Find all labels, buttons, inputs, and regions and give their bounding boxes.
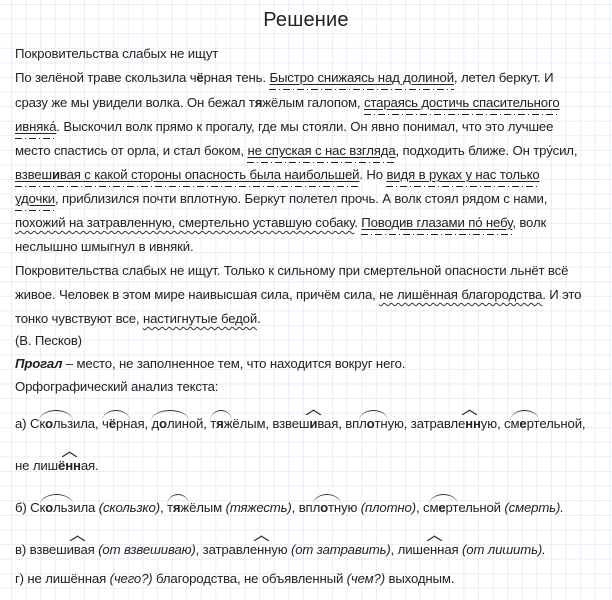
question-word: (чего?): [109, 571, 153, 586]
separator: ,: [159, 500, 167, 515]
word-part: льз: [53, 500, 74, 515]
word-part: вая: [317, 416, 339, 431]
word-part: рн: [115, 416, 131, 431]
word-part: ой: [188, 416, 204, 431]
word-part: ельной: [539, 416, 582, 431]
word-part: к: [39, 416, 45, 431]
word-part: С: [29, 416, 40, 431]
text-fragment: сразу же мы увидели волка. Он бежал т: [15, 95, 255, 110]
text-fragment: жёлым галопом,: [262, 95, 364, 110]
text-fragment: не лишённая: [27, 571, 110, 586]
text-fragment: рная тень.: [203, 70, 270, 85]
definition-phrase: не лишённая благородства: [379, 287, 543, 302]
word-part: ую: [341, 500, 358, 515]
text-line-7: [15, 215, 546, 231]
word-part: взвеш: [272, 416, 310, 431]
adverbial-phrase: не спуская с нас взгляда: [247, 143, 395, 163]
text-fragment: выходным.: [384, 571, 455, 586]
highlighted-letter: ё: [108, 416, 116, 431]
root-arc: [102, 416, 130, 432]
separator: ,: [403, 416, 411, 431]
check-word: (от лишить).: [462, 542, 546, 557]
root-arc: [313, 500, 341, 516]
separator: ,: [338, 416, 346, 431]
word-part: енн: [249, 542, 272, 557]
adverbial-phrase: Поводив глазами по́ небу: [361, 215, 512, 235]
text-line-11: [15, 311, 261, 327]
word-part: ую: [480, 416, 497, 431]
word-part: вп: [298, 500, 313, 515]
text-fragment: , летел беркут. И: [453, 70, 554, 85]
word-part: ёлым: [232, 416, 266, 431]
separator: ,: [265, 416, 273, 431]
text-fragment: , приблизился почти вплотную. Беркут полетел прочь. А волк стоял рядом с нами,: [55, 191, 548, 206]
highlighted-letter: ё: [196, 70, 204, 85]
word-part: ила: [73, 416, 95, 431]
check-word: (смерть).: [504, 500, 564, 515]
word-part: м: [429, 500, 439, 515]
adverbial-phrase: Быстро снижаясь над долиной: [269, 70, 453, 90]
word-part: ила: [73, 500, 96, 515]
separator: ,: [496, 416, 504, 431]
highlighted-letter: е: [519, 416, 527, 431]
text-heading: Покровительства слабых не ищут: [15, 46, 219, 61]
root-arc: [510, 416, 539, 432]
root-arc: [39, 416, 73, 432]
separator: ,: [203, 416, 211, 431]
definition-phrase: настигнутые бедой: [142, 311, 258, 326]
text-line-2: [15, 95, 560, 111]
text-fragment: взвеш: [15, 167, 52, 182]
word-part: м: [510, 416, 520, 431]
word-part: ж: [223, 416, 233, 431]
highlighted-letter: нн: [465, 416, 481, 431]
root-arc: [40, 500, 74, 516]
separator: ,: [390, 542, 398, 557]
text-line-8: неслышно шмыгнул в ивняки́.: [15, 239, 194, 254]
separator: ,: [581, 416, 586, 431]
word-part: ч: [102, 416, 109, 431]
suffix-caret: [67, 542, 88, 558]
term: Прогал: [15, 356, 63, 371]
text-fragment: .: [257, 311, 261, 326]
text-fragment: . Выскочил волк прямо к прогалу, где мы стояли. Он явно понимал, что это лучшее: [56, 119, 554, 134]
word-part: ую: [387, 416, 404, 431]
word-part: рт: [526, 416, 540, 431]
text-line-1: [15, 70, 553, 86]
adverbial-phrase: видя в руках у нас только: [386, 167, 539, 187]
text-line-10: [15, 287, 581, 303]
suffix-caret: [309, 416, 317, 432]
word-part: ж: [180, 500, 190, 515]
word-part: рт: [445, 500, 459, 515]
highlighted-letter: я: [172, 500, 181, 515]
text-fragment: .: [354, 215, 362, 230]
separator: ,: [291, 500, 299, 515]
word-part: л: [359, 416, 367, 431]
text-fragment: тонко чувствуют все,: [15, 311, 143, 326]
word-part: С: [30, 500, 40, 515]
word-part: к: [39, 500, 46, 515]
text-fragment: место спастись от орла, и стал боком,: [15, 143, 248, 158]
analysis-item-g: [15, 571, 454, 587]
highlighted-letter: о: [45, 500, 54, 515]
text-line-6: [15, 191, 547, 207]
check-word: (тяжесть): [225, 500, 292, 515]
text-fragment: По зелёной траве скользила ч: [15, 70, 197, 85]
word-part: взвеш: [29, 542, 67, 557]
highlighted-letter: ённ: [58, 458, 81, 473]
highlighted-letter: о: [366, 416, 375, 431]
page-title: Решение: [263, 9, 349, 31]
highlighted-letter: о: [159, 416, 167, 431]
word-part: затравл: [410, 416, 458, 431]
text-line-3: [15, 119, 553, 135]
question-word: (чем?): [346, 571, 385, 586]
highlighted-letter: и: [51, 167, 60, 182]
word-part: енн: [422, 542, 445, 557]
word-part: затравл: [202, 542, 250, 557]
word-part: вп: [345, 416, 360, 431]
suffix-caret: [58, 458, 81, 474]
suffix-caret: [458, 416, 481, 432]
word-part: лиш: [397, 542, 423, 557]
check-word: (плотно): [360, 500, 416, 515]
suffix-caret: [250, 542, 271, 558]
word-part: тн: [328, 500, 342, 515]
analysis-item-b: [15, 500, 564, 516]
highlighted-letter: я: [216, 416, 224, 431]
item-label: г): [15, 571, 28, 586]
text-fragment: благородства, не объявленный: [152, 571, 347, 586]
word-part: л: [312, 500, 321, 515]
word-part: лин: [166, 416, 189, 431]
word-part: ёлым: [189, 500, 223, 515]
highlighted-letter: и: [309, 416, 318, 431]
term-definition: [15, 356, 405, 372]
suffix-caret: [423, 542, 444, 558]
item-label: б): [15, 500, 31, 515]
analysis-item-a-cont: [15, 458, 99, 474]
separator: ,: [195, 542, 203, 557]
text-line-4: [15, 143, 577, 159]
word-part: д: [151, 416, 160, 431]
word-part: ая: [130, 416, 145, 431]
analysis-item-v: [15, 542, 546, 558]
word-part: т: [166, 500, 173, 515]
analysis-item-a: [15, 416, 585, 432]
text-line-9: Покровительства слабых не ищут. Только к сильному при смертельной опасности льнёт всё: [15, 263, 569, 278]
word: [30, 416, 95, 431]
highlighted-letter: я: [254, 95, 263, 110]
word-part: е: [457, 416, 466, 431]
check-word: (скользко): [98, 500, 160, 515]
definition-phrase: похожий на затравленную, смертельно уставшую собаку: [15, 215, 355, 230]
word-part: ая: [444, 542, 459, 557]
check-word: (от затравить): [290, 542, 391, 557]
root-arc: [151, 416, 188, 432]
adverbial-phrase: [15, 167, 359, 187]
text-fragment: . Но: [359, 167, 387, 182]
check-word: (от взвешиваю): [98, 542, 196, 557]
highlighted-letter: е: [438, 500, 446, 515]
text-fragment: вая с какой стороны опасность была наибольшей: [59, 167, 360, 182]
word-part: ельной: [458, 500, 501, 515]
text-fragment: живое. Человек в этом мире наивысшая сила, причём сила,: [15, 287, 380, 302]
word-part: ую: [271, 542, 288, 557]
adverbial-phrase: стараясь достичь спасительного: [364, 95, 560, 115]
root-arc: [429, 500, 458, 516]
item-label: в): [15, 542, 30, 557]
adverbial-phrase: удочки: [15, 191, 55, 211]
item-label: а): [15, 416, 30, 431]
root-arc: [359, 416, 387, 432]
word-part: ива: [66, 542, 88, 557]
word-part: тн: [374, 416, 388, 431]
adverbial-phrase: ивняка́: [15, 119, 56, 139]
word-part: с: [422, 500, 430, 515]
word-part: не лиш: [15, 458, 59, 473]
word-part: льз: [52, 416, 74, 431]
analysis-heading: Орфографический анализ текста:: [15, 379, 219, 394]
separator: ,: [415, 500, 423, 515]
root-arc: [210, 416, 232, 432]
word-part: я: [87, 542, 95, 557]
term-def-text: – место, не заполненное тем, что находится вокруг него.: [62, 356, 406, 371]
separator: ,: [94, 416, 103, 431]
highlighted-letter: о: [44, 416, 53, 431]
word-part: ая.: [80, 458, 99, 473]
text-fragment: , волк: [512, 215, 547, 230]
highlighted-letter: о: [320, 500, 329, 515]
root-arc: [167, 500, 189, 516]
word-part: с: [504, 416, 511, 431]
word-part: т: [210, 416, 217, 431]
text-fragment: , подходить ближе. Он тру́сил,: [395, 143, 578, 158]
text-line-5: [15, 167, 540, 183]
author: (В. Песков): [15, 333, 82, 348]
separator: ,: [144, 416, 152, 431]
text-fragment: . И это: [542, 287, 582, 302]
